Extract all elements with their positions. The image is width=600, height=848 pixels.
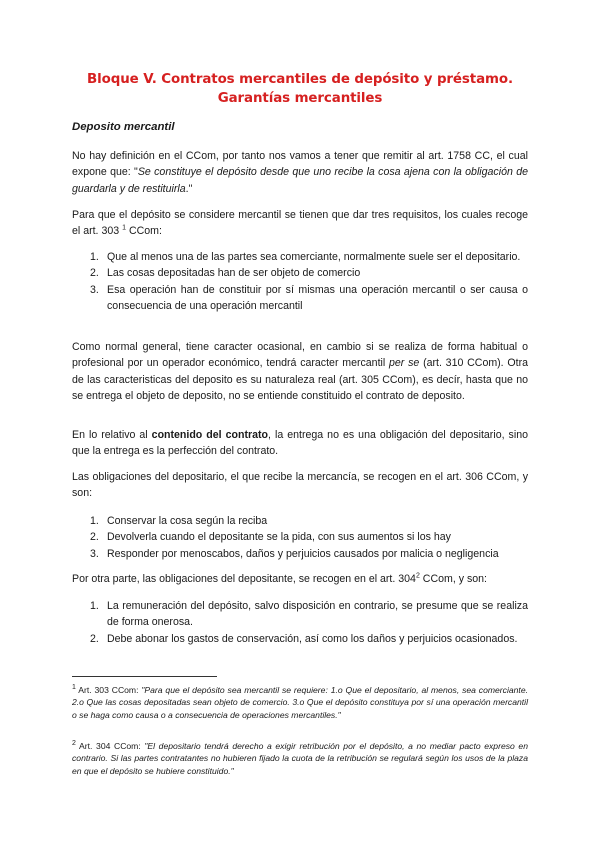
footnote-text: "Para que el depósito sea mercantil se requiere: 1.o Que el depositario, al menos, sea comerciante. 2.o Que las cosas depositadas sean objeto de comercio. 3.o Que el depósito constituya por sí una operación mercantil o se haga como causa o a consecuencia de operaciones mercantiles." (72, 685, 528, 720)
list-item (72, 282, 528, 315)
paragraph-definition (72, 148, 528, 197)
list-number: 3. (90, 547, 99, 560)
list-item-text: Devolverla cuando el depositante se la pida, con sus aumentos si los hay (107, 531, 451, 544)
list-number: 3. (90, 283, 99, 296)
paragraph-text: , la entrega no es una obligación del depositario, sino que la entrega es la perfección del contrato. (72, 429, 528, 458)
list-item (72, 513, 528, 529)
list-item (72, 529, 528, 545)
footnote-mark: 1 (72, 684, 76, 692)
list-number: 2. (90, 632, 99, 645)
footnote-ref-2[interactable]: 2 (415, 572, 420, 580)
list-number: 2. (90, 531, 99, 544)
paragraph-text: CCom, y son: (422, 573, 487, 585)
paragraph-text: No hay definición en el CCom, por tanto nos vamos a tener que remitir al art. 1758 CC, el cual expone que: " (72, 150, 528, 179)
paragraph-text: Para que el depósito se considere mercantil se tienen que dar tres requisitos, los cuales recoge el art. 303 (72, 209, 528, 238)
footnote-ref: Art. 304 CCom: (75, 741, 145, 751)
footnote-text: "El depositario tendrá derecho a exigir retribución por el depósito, a no mediar pacto expreso en contrario. Si las partes contratantes no hubieren fijado la cuota de la retribución se regulará según los usos de la plaza en que el depósito se hubiere constituido." (72, 741, 528, 776)
section-heading: Deposito mercantil (72, 121, 175, 133)
italic-term: per se (389, 357, 420, 370)
paragraph-text: Por otra parte, las obligaciones del depositante, se recogen en el art. 304 (72, 573, 416, 585)
paragraph-contract-content (72, 427, 528, 460)
quoted-text: Se constituye el depósito desde que uno recibe la cosa ajena con la obligación de guardarla y de restituirla (72, 166, 528, 195)
list-number: 1. (90, 251, 99, 263)
list-item-text: Que al menos una de las partes sea comerciante, normalmente suele ser el depositario. (107, 251, 521, 263)
footnote-2 (72, 740, 528, 777)
list-item-text: Conservar la cosa según la reciba (107, 515, 268, 527)
footnote-divider (72, 676, 217, 677)
requirements-list (72, 249, 528, 314)
depositor-obligations-list (72, 598, 528, 647)
list-item (72, 265, 528, 281)
list-item-text: Las cosas depositadas han de ser objeto de comercio (107, 267, 361, 280)
depositary-obligations-list (72, 513, 528, 562)
list-item-text: Responder por menoscabos, daños y perjuicios causados por malicia o negligencia (107, 547, 499, 560)
footnote-ref-1[interactable]: 1 (122, 224, 126, 232)
paragraph-text: En lo relativo al (72, 429, 152, 441)
list-item-text: Esa operación han de constituir por sí mismas una operación mercantil o ser causa o consecuencia de una operación mercantil (107, 283, 528, 312)
page-title: Bloque V. Contratos mercantiles de depósito y préstamo. Garantías mercantiles (87, 72, 513, 106)
footnote-1 (72, 684, 528, 721)
list-item-text: La remuneración del depósito, salvo disposición en contrario, se presume que se realiza de forma onerosa. (107, 600, 528, 629)
paragraph-requirements (72, 207, 528, 240)
list-number: 1. (90, 600, 99, 612)
paragraph-characteristics (72, 339, 528, 404)
paragraph-depositary-obligations: Las obligaciones del depositario, el que recibe la mercancía, se recogen en el art. 306 CCom, y son: (72, 471, 528, 500)
paragraph-depositor-obligations (72, 571, 528, 587)
list-item (72, 631, 528, 647)
list-number: 1. (90, 515, 99, 527)
bold-term: contenido del contrato (151, 429, 268, 441)
paragraph-text: (art. 310 CCom). Otra de las caracteristicas del deposito es su naturaleza real (art. 305 CCom), es decír, hasta que no se entrega el objeto de deposito, no se entiende constituido el contrato de deposito. (72, 357, 529, 402)
list-item-text: Debe abonar los gastos de conservación, así como los daños y perjuicios ocasionados. (107, 632, 518, 645)
paragraph-text: ." (185, 182, 193, 195)
list-number: 2. (90, 267, 99, 280)
footnote-mark: 2 (72, 740, 76, 748)
list-item (72, 546, 528, 562)
list-item (72, 249, 528, 265)
footnote-ref: Art. 303 CCom: (75, 685, 142, 695)
list-item (72, 598, 528, 631)
paragraph-text: Como normal general, tiene caracter ocasional, en cambio si se realiza de forma habitual o profesional por un operador económico, tendrá caracter mercantil (72, 341, 528, 370)
paragraph-text: CCom: (128, 225, 162, 238)
